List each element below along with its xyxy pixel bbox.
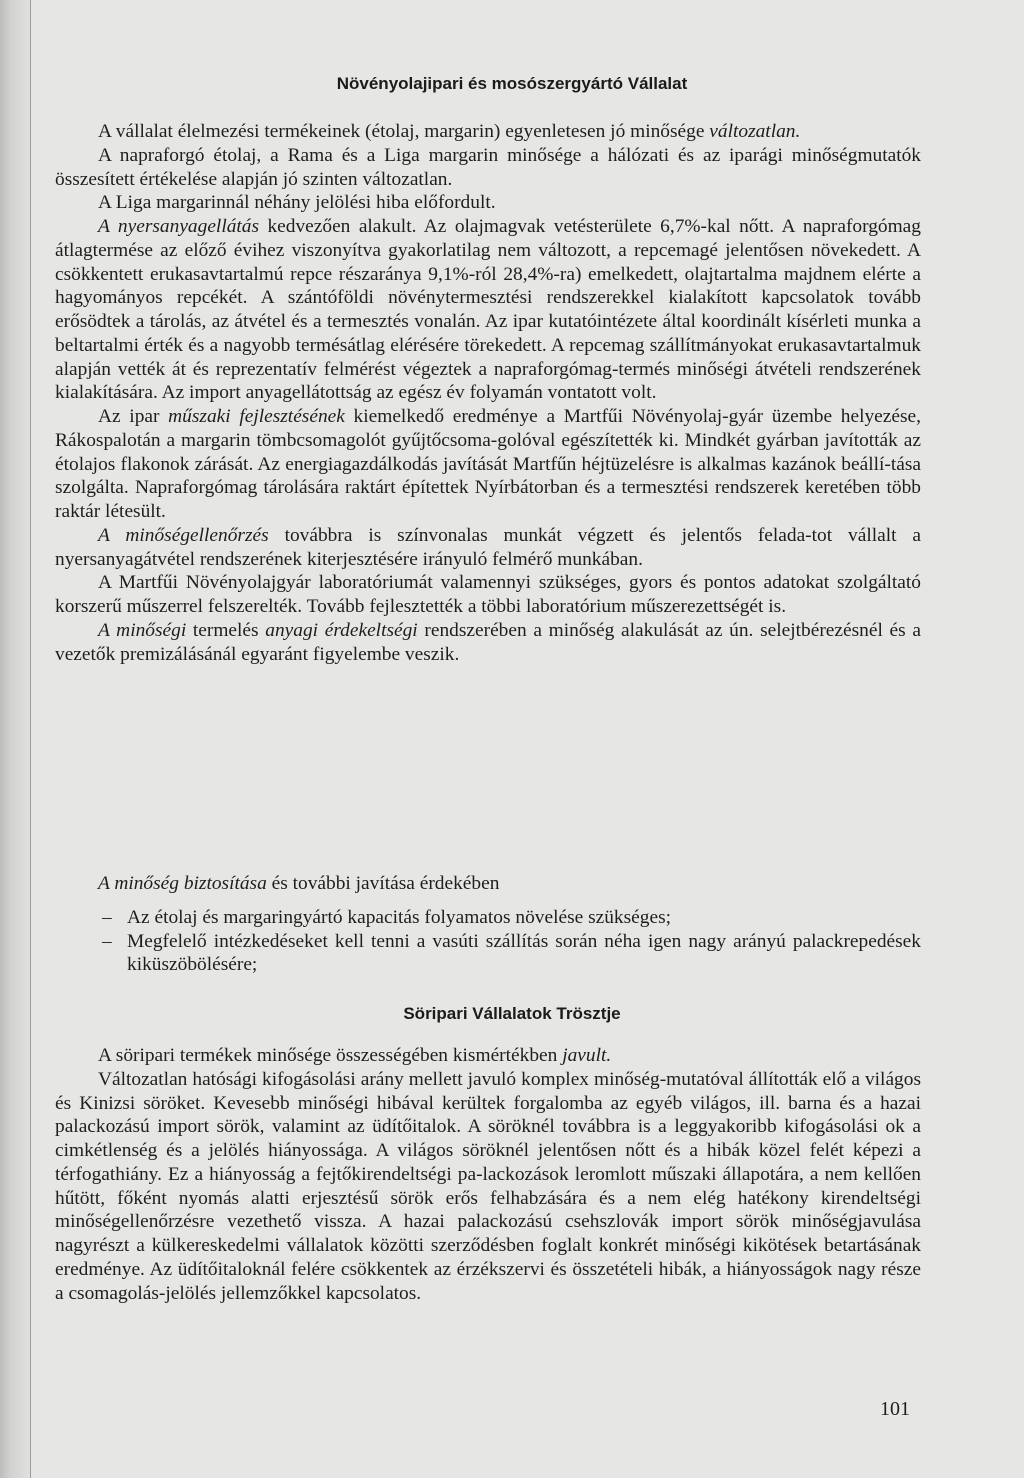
quality-control-emphasis: A minőségellenőrzés [98,524,269,546]
list-item-text: Megfelelő intézkedéseket kell tenni a vasúti szállítás során néha igen nagy arányú palackrepedések kiküszöbölésére; [127,930,921,976]
book-spine-shadow [0,0,30,1478]
paragraph-intro [55,120,921,144]
section-body-soripari [55,1044,921,1305]
quality-control-text: továbbra is színvonalas munkát végzett és jelentős felada-tot vállalt a nyersanyagátvétel rendszerének kiterjesztésére irányuló felmérő munkában. [55,524,921,570]
section-title-soripari: Söripari Vállalatok Trösztje [403,1004,621,1023]
raw-materials-text: kedvezően alakult. Az olajmagvak vetésterülete 6,7%-kal nőtt. A napraforgómag átlagtermése az előző évihez viszonyítva gyakorlatilag nem változott, a repcemagé jelentősen növekedett. A csökkentett erukasavtartalmú repce részaránya 9,1%-ról 28,4%-ra) emelkedett, olajtartalma majdnem elérte a hagyományos repcékét. A szántóföldi növénytermesztési rendszerekkel kialakított kapcsolatok tovább erősödtek a tárolás, az átvétel és a termesztés vonalán. Az ipar kutatóintézete által koordinált kísérleti munka a beltartalmi érték és a nagyobb termésátlag elérésére törekedett. A repcemag szállítmányokat erukasavtartalmuk alapján vették át és reprezentatív felmérést végeztek a napraforgómag-termés minőségi átvételi rendszerének kialakítására. Az import anyagellátottság az egész év folyamán vontatott volt. [55,216,921,404]
quality-assurance-text: és további javítása érdekében [266,873,500,894]
incentives-mid: termelés [186,619,266,641]
paragraph-beer-intro [55,1044,921,1068]
paragraph-quality-control [55,524,921,572]
paragraph-technical-development [55,405,921,524]
paragraph-intro-emphasis: változatlan. [709,121,801,142]
technical-development-emphasis: műszaki fejlesztésének [168,406,345,427]
incentives-emphasis-2: anyagi érdekeltségi [265,619,418,641]
list-dash: – [102,906,112,928]
beer-intro-text: A söripari termékek minősége összességében kismértékben [98,1045,558,1066]
paragraph-quality-assurance [55,872,921,896]
incentives-text: rendszerében a minőség alakulását az ún. selejtbérezésnél és a vezetők premizálásánál egyaránt figyelembe veszik. [55,619,921,665]
paragraph-beer-details: Változatlan hatósági kifogásolási arány mellett javuló komplex minőség-mutatóval állították elő a világos és Kinizsi söröket. Kevesebb minőségi hibával kerültek forgalomba az egyéb világos, ill. barna és a hazai palackozású import sörök, valamint az üdítőitalok. A söröknél továbbra is a leggyakoribb kifogásolási ok a cimkétlenség és a jelölés hiányossága. A világos söröknél jelentősen nőtt és a hibák közel felét képezi a térfogathiány. Ez a hiányosság a fejtőkirendeltségi pa-lackozások leromlott műszaki állapotára, a nem kellően hűtött, főként nyomás alatti erjesztésű sörök erős felhabzására és a nem elég hatékony kirendeltségi minőségellenőrzésre vezethető vissza. A hazai palackozású csehszlovák import sörök minőségjavulása nagyrészt a külkereskedelmi vállalatok közötti szerződésben foglalt konkrét minőségi kikötések betartásának eredménye. Az üdítőitaloknál felére csökkentek az érzékszervi és összetételi hibák, a hiányosságok nagy része a csomagolás-jelölés jellemzőkkel kapcsolatos. [55,1068,921,1304]
paragraph-laboratory: A Martfűi Növényolajgyár laboratóriumát valamennyi szükséges, gyors és pontos adatokat szolgáltató korszerű műszerrel felszerelték. Tovább fejlesztették a többi laboratórium műszerezettségét is. [55,572,921,617]
list-dash: – [102,930,112,952]
paragraph-labelling: A Liga margarinnál néhány jelölési hiba előfordult. [98,192,496,214]
page-number: 101 [880,1398,910,1420]
quality-assurance-block [55,872,921,977]
section-body-novenyolajipari [55,120,921,666]
incentives-emphasis-1: A minőségi [98,619,187,641]
list-item-text: Az étolaj és margaringyártó kapacitás folyamatos növelése szükséges; [127,906,672,928]
paragraph-raw-materials [55,215,921,405]
beer-intro-emphasis: javult. [562,1045,612,1066]
technical-development-text: kiemelkedő eredménye a Martfűi Növényolaj-gyár üzembe helyezése, Rákospalotán a margarin tömbcsomagolót gyűjtőcsoma-golóval egészítették ki. Mindkét gyárban javították az étolajos flakonok zárását. Az energiagazdálkodás javítását Martfűn héjtüzelésre is alkalmas kazánok beállí-tása szolgálta. Napraforgómag tárolására raktárt építettek Nyírbátorban és a termesztési rendszerek keretében több raktár létesült. [55,406,921,522]
quality-assurance-emphasis: A minőség biztosítása [98,873,267,894]
page-edge-line [30,0,31,1478]
paragraph-intro-text: A vállalat élelmezési termékeinek (étolaj, margarin) egyenletesen jó minősége [98,121,705,142]
section-title-novenyolajipari: Növényolajipari és mosószergyártó Vállalat [336,74,688,93]
paragraph-margarine-quality: A napraforgó étolaj, a Rama és a Liga margarin minősége a hálózati és az iparági minőségmutatók összesített értékelése alapján jó szinten változatlan. [55,144,921,190]
list-item [55,906,921,930]
paragraph-incentives [55,619,921,667]
list-item [55,930,921,978]
technical-development-lead: Az ipar [98,406,169,427]
raw-materials-emphasis: A nyersanyagellátás [98,216,260,237]
